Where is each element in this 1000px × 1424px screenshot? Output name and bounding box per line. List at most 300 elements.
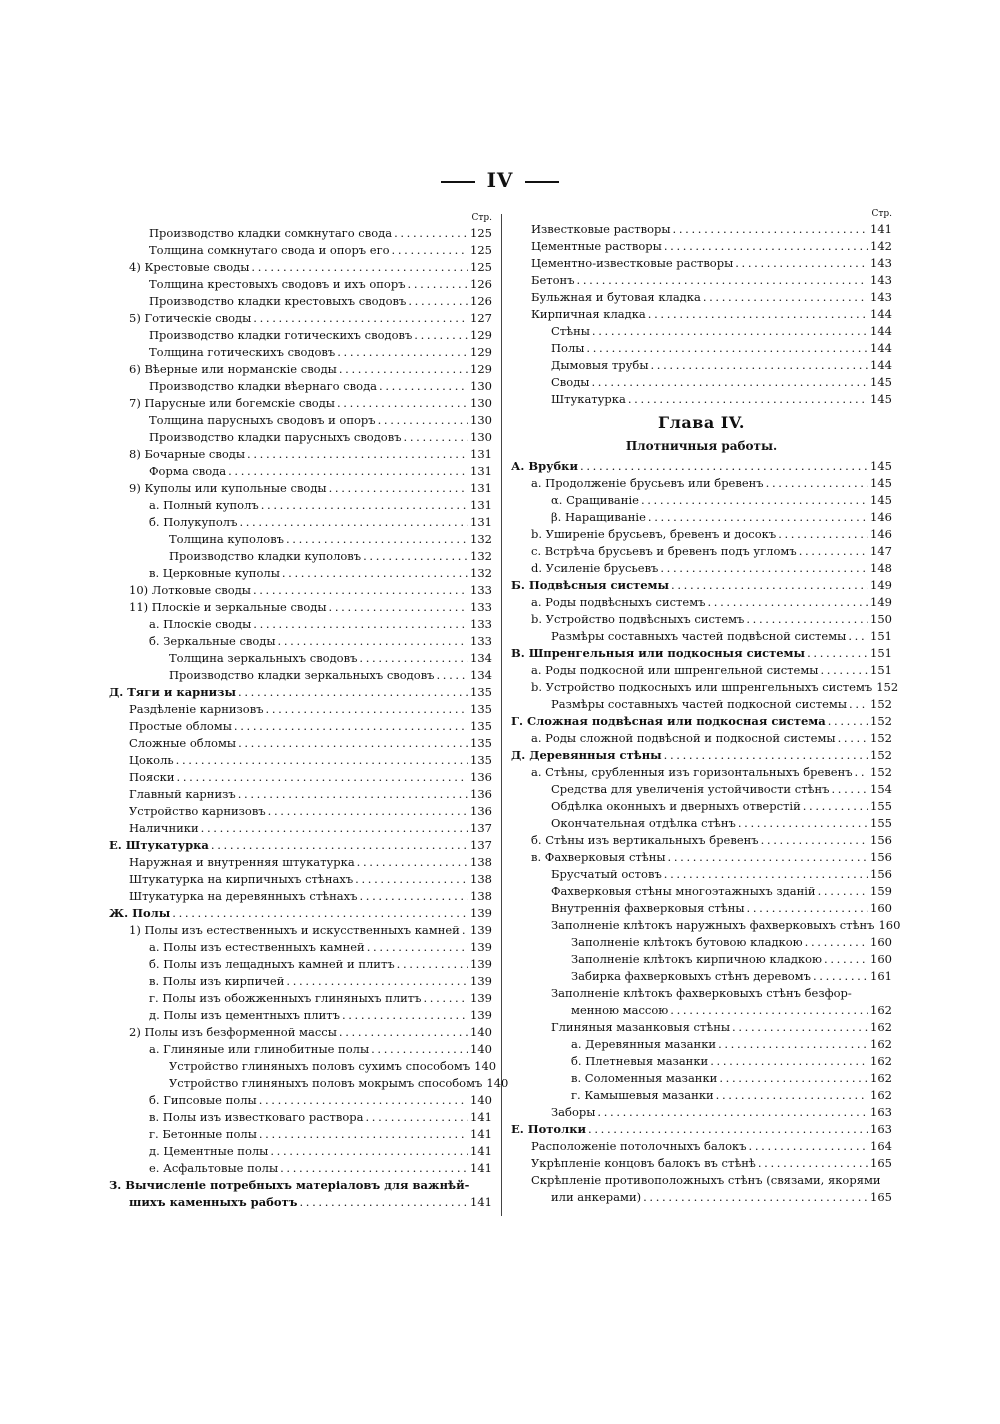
toc-entry-page: 149 [870, 595, 892, 609]
chapter-title: Глава IV. [658, 413, 745, 432]
toc-entry[interactable] [511, 934, 892, 951]
toc-entry-label: а. Полы изъ естественныхъ камней [149, 940, 365, 954]
toc-entry[interactable] [109, 769, 492, 786]
toc-entry[interactable] [109, 378, 492, 395]
toc-entry-label: 1) Полы изъ естественныхъ и искусственныхъ камней [129, 923, 460, 937]
toc-entry-label: Толщина куполовъ [169, 532, 284, 546]
toc-entry-page: 129 [470, 328, 492, 342]
toc-entry-page: 163 [870, 1105, 892, 1119]
leader-dots [337, 395, 468, 412]
leader-dots [339, 361, 468, 378]
leader-dots [228, 463, 468, 480]
toc-entry[interactable] [109, 1092, 492, 1109]
toc-entry[interactable] [109, 786, 492, 803]
toc-entry-page: 165 [870, 1156, 892, 1170]
toc-entry-label: Укрѣпленіе концовъ балокъ въ стѣнѣ [531, 1156, 756, 1170]
toc-entry-label: Цементно-известковые растворы [531, 256, 734, 270]
toc-entry-label: Окончательная отдѣлка стѣнъ [551, 816, 736, 830]
toc-entry-label: Стѣны [551, 324, 590, 338]
leader-dots [329, 480, 468, 497]
toc-entry[interactable] [109, 327, 492, 344]
toc-entry-page: 141 [470, 1110, 492, 1124]
toc-entry-page: 159 [870, 884, 892, 898]
toc-entry-label: 5) Готическіе своды [129, 311, 252, 325]
leader-dots [408, 276, 469, 293]
toc-entry-label: d. Усиленіе брусьевъ [531, 561, 659, 575]
toc-entry[interactable] [109, 633, 492, 650]
toc-entry[interactable] [109, 1075, 509, 1092]
toc-entry-label: А. Врубки [511, 459, 579, 473]
toc-entry-label: Наличники [129, 821, 199, 835]
toc-entry[interactable] [109, 973, 492, 990]
toc-entry[interactable] [511, 577, 892, 594]
toc-entry[interactable] [511, 849, 892, 866]
leader-dots [813, 968, 868, 985]
toc-entry-page: 125 [470, 260, 492, 274]
toc-entry[interactable] [511, 747, 892, 764]
toc-entry[interactable] [109, 905, 492, 922]
leader-dots [673, 221, 869, 238]
toc-entry[interactable] [109, 514, 492, 531]
toc-entry-page: 136 [470, 804, 492, 818]
toc-entry-label: Устройство глиняныхъ половъ мокрымъ способомъ [169, 1076, 483, 1090]
leader-dots [234, 718, 468, 735]
toc-entry[interactable] [511, 696, 892, 713]
toc-entry-label: Толщина крестовыхъ сводовъ и ихъ опоръ [149, 277, 406, 291]
toc-entry-label: Заполненіе клѣтокъ фахверковыхъ стѣнъ безфор- [551, 986, 852, 1000]
toc-entry-label: шихъ каменныхъ работъ [129, 1195, 298, 1209]
toc-entry-page: 136 [470, 770, 492, 784]
toc-entry-page: 156 [870, 833, 892, 847]
leader-dots [436, 667, 468, 684]
toc-entry-page: 138 [470, 855, 492, 869]
toc-entry[interactable] [511, 883, 892, 900]
toc-entry-final-cont[interactable] [109, 1194, 492, 1211]
toc-entry-page: 139 [470, 906, 492, 920]
leader-dots [424, 990, 469, 1007]
toc-entry[interactable] [511, 1053, 892, 1070]
toc-entry[interactable] [109, 225, 492, 242]
toc-entry-page: 152 [870, 748, 892, 762]
toc-entry[interactable] [511, 679, 899, 696]
toc-entry-last-cont[interactable] [511, 1189, 892, 1206]
toc-entry-label: Средства для увеличенія устойчивости стѣнъ [551, 782, 830, 796]
toc-entry-label: a. Роды сложной подвѣсной и подкосной системы [531, 731, 836, 745]
toc-entry-page: 143 [870, 273, 892, 287]
toc-entry[interactable] [511, 255, 892, 272]
toc-entry[interactable] [109, 871, 492, 888]
toc-entry[interactable] [511, 662, 892, 679]
leader-dots [660, 560, 868, 577]
header-rule-left [441, 181, 475, 183]
toc-entry[interactable] [109, 854, 492, 871]
toc-entry[interactable] [511, 764, 892, 781]
toc-entry[interactable] [109, 684, 492, 701]
leader-dots [282, 565, 468, 582]
toc-entry[interactable] [511, 391, 892, 408]
toc-entry-label: В. Шпренгельныя или подкосныя системы [511, 646, 806, 660]
leader-dots [342, 1007, 468, 1024]
toc-entry-page: 161 [870, 969, 892, 983]
toc-entry[interactable] [109, 361, 492, 378]
toc-entry[interactable] [511, 1036, 892, 1053]
toc-entry[interactable] [109, 888, 492, 905]
toc-entry-label: а. Продолженіе брусьевъ или бревенъ [531, 476, 764, 490]
toc-entry[interactable] [109, 463, 492, 480]
leader-dots [805, 934, 868, 951]
toc-entry-page: 164 [870, 1139, 892, 1153]
toc-entry[interactable] [109, 276, 492, 293]
toc-entry-label: б. Стѣны изъ вертикальныхъ бревенъ [531, 833, 759, 847]
leader-dots [414, 327, 468, 344]
toc-entry-page: 150 [870, 612, 892, 626]
toc-entry-label: Д. Тяги и карнизы [109, 685, 237, 699]
toc-entry-two-line-cont[interactable] [511, 1002, 892, 1019]
leader-dots [588, 1121, 868, 1138]
toc-entry[interactable] [109, 599, 492, 616]
toc-entry-page: 160 [870, 901, 892, 915]
toc-entry[interactable] [511, 1019, 892, 1036]
toc-entry[interactable] [109, 395, 492, 412]
leader-dots [597, 1104, 868, 1121]
leader-dots [668, 849, 869, 866]
leader-dots [259, 1126, 468, 1143]
toc-entry[interactable] [109, 701, 492, 718]
toc-entry[interactable] [511, 543, 892, 560]
toc-entry-label: в. Фахверковыя стѣны [531, 850, 666, 864]
toc-entry[interactable] [511, 560, 892, 577]
toc-entry[interactable] [511, 866, 892, 883]
toc-entry-label: Толщина сомкнутаго свода и опоръ его [149, 243, 390, 257]
toc-entry-page: 151 [870, 663, 892, 677]
leader-dots [280, 1160, 468, 1177]
toc-entry-label: Д. Деревянныя стѣны [511, 748, 662, 762]
toc-entry[interactable] [109, 531, 492, 548]
toc-entry[interactable] [511, 289, 892, 306]
toc-entry-label: г. Полы изъ обожженныхъ глиняныхъ плитъ [149, 991, 422, 1005]
toc-entry[interactable] [109, 616, 492, 633]
toc-entry-page: 139 [470, 923, 492, 937]
toc-entry-label: Размѣры составныхъ частей подвѣсной системы [551, 629, 847, 643]
toc-entry[interactable] [109, 497, 492, 514]
toc-entry-page: 162 [870, 1088, 892, 1102]
leader-dots [718, 1036, 868, 1053]
leader-dots [746, 611, 868, 628]
leader-dots [828, 713, 868, 730]
toc-entry[interactable] [109, 548, 492, 565]
toc-entry[interactable] [109, 293, 492, 310]
toc-entry-label: Обдѣлка оконныхъ и дверныхъ отверстій [551, 799, 801, 813]
toc-entry-page: 145 [870, 493, 892, 507]
toc-entry-label: Дымовыя трубы [551, 358, 649, 372]
toc-entry[interactable] [109, 565, 492, 582]
toc-entry[interactable] [511, 1104, 892, 1121]
toc-entry-page: 145 [870, 459, 892, 473]
toc-entry[interactable] [511, 1138, 892, 1155]
toc-entry-page: 162 [870, 1037, 892, 1051]
toc-entry-final[interactable] [109, 1177, 492, 1194]
toc-entry-label: а. Полный куполъ [149, 498, 259, 512]
leader-dots [708, 594, 869, 611]
toc-entry-label: З. Вычисленіе потребныхъ матеріаловъ для важнѣй- [109, 1178, 470, 1192]
toc-entry[interactable] [109, 803, 492, 820]
toc-entry-page: 156 [870, 850, 892, 864]
toc-entry[interactable] [511, 374, 892, 391]
toc-entry-page: 139 [470, 1008, 492, 1022]
toc-entry[interactable] [511, 968, 892, 985]
toc-entry-page: 126 [470, 277, 492, 291]
leader-dots [238, 786, 468, 803]
toc-entry-page: 162 [870, 1054, 892, 1068]
toc-entry-page: 152 [876, 680, 899, 694]
toc-entry[interactable] [511, 628, 892, 645]
toc-entry-two-line[interactable] [511, 985, 892, 1002]
toc-entry-label: д. Цементные полы [149, 1144, 269, 1158]
leader-dots [778, 526, 868, 543]
toc-entry[interactable] [511, 509, 892, 526]
toc-entry-page: 140 [470, 1025, 492, 1039]
toc-entry[interactable] [109, 310, 492, 327]
toc-entry-label: Производство кладки зеркальныхъ сводовъ [169, 668, 435, 682]
toc-entry-page: 125 [470, 226, 492, 240]
toc-entry[interactable] [109, 1058, 497, 1075]
toc-entry-page: 135 [470, 685, 492, 699]
toc-entry-label: Е. Потолки [511, 1122, 587, 1136]
toc-entry[interactable] [511, 272, 892, 289]
toc-entry[interactable] [511, 832, 892, 849]
toc-entry[interactable] [511, 492, 892, 509]
toc-entry[interactable] [109, 1007, 492, 1024]
toc-entry-page: 152 [870, 714, 892, 728]
toc-entry[interactable] [511, 458, 892, 475]
toc-entry[interactable] [511, 475, 892, 492]
toc-entry[interactable] [511, 306, 892, 323]
toc-entry-label: в. Церковные куполы [149, 566, 280, 580]
toc-entry-label: 10) Лотковые своды [129, 583, 251, 597]
leader-dots [586, 340, 868, 357]
toc-entry-label: Расположеніе потолочныхъ балокъ [531, 1139, 747, 1153]
toc-entry[interactable] [511, 1155, 892, 1172]
page-header [0, 168, 1000, 192]
toc-entry-label: Раздѣленіе карнизовъ [129, 702, 264, 716]
toc-entry-label: Штукатурка на кирпичныхъ стѣнахъ [129, 872, 354, 886]
toc-entry[interactable] [109, 820, 492, 837]
toc-entry[interactable] [109, 480, 492, 497]
toc-entry-page: 131 [470, 498, 492, 512]
toc-entry-label: Размѣры составныхъ частей подкосной системы [551, 697, 848, 711]
leader-dots [363, 548, 468, 565]
toc-entry-page: 144 [870, 324, 892, 338]
leader-dots [253, 616, 468, 633]
toc-entry[interactable] [109, 990, 492, 1007]
leader-dots [671, 577, 868, 594]
toc-entry-page: 156 [870, 867, 892, 881]
toc-entry-page: 130 [470, 396, 492, 410]
toc-entry-label: Производство кладки парусныхъ сводовъ [149, 430, 402, 444]
leader-dots [172, 905, 468, 922]
toc-entry[interactable] [109, 582, 492, 599]
leader-dots [286, 531, 468, 548]
toc-entry-page: 133 [470, 600, 492, 614]
toc-entry-page: 135 [470, 719, 492, 733]
toc-entry[interactable] [511, 917, 901, 934]
leader-dots [732, 1019, 868, 1036]
toc-entry-label: b. Устройство подвѣсныхъ системъ [531, 612, 745, 626]
toc-entry-page: 136 [470, 787, 492, 801]
leader-dots [738, 815, 868, 832]
toc-entry[interactable] [511, 1121, 892, 1138]
toc-entry-label: 9) Куполы или купольные своды [129, 481, 327, 495]
leader-dots [211, 837, 468, 854]
toc-entry-label: 2) Полы изъ безформенной массы [129, 1025, 337, 1039]
toc-entry-page: 131 [470, 515, 492, 529]
toc-entry-page: 129 [470, 362, 492, 376]
chapter-subtitle: Плотничныя работы. [625, 439, 778, 453]
toc-entry-page: 146 [870, 510, 892, 524]
toc-entry-label: b. Устройство подкосныхъ или шпренгельныхъ системъ [531, 680, 873, 694]
leader-dots [253, 310, 468, 327]
toc-entry-page: 151 [870, 646, 892, 660]
leader-dots [462, 922, 468, 939]
leader-dots [337, 344, 468, 361]
toc-entry[interactable] [109, 1024, 492, 1041]
toc-entry[interactable] [109, 922, 492, 939]
toc-entry[interactable] [511, 798, 892, 815]
toc-entry-page: 162 [870, 1071, 892, 1085]
toc-entry[interactable] [109, 446, 492, 463]
toc-entry-page: 133 [470, 617, 492, 631]
toc-entry[interactable] [511, 781, 892, 798]
toc-entry[interactable] [109, 956, 492, 973]
toc-entry[interactable] [511, 526, 892, 543]
leader-dots [266, 701, 469, 718]
toc-entry[interactable] [109, 1143, 492, 1160]
toc-entry[interactable] [109, 939, 492, 956]
toc-entry[interactable] [511, 323, 892, 340]
toc-entry-page: 139 [470, 991, 492, 1005]
toc-entry[interactable] [109, 1109, 492, 1126]
toc-entry[interactable] [109, 1041, 492, 1058]
toc-entry[interactable] [109, 259, 492, 276]
toc-entry[interactable] [511, 900, 892, 917]
toc-entry[interactable] [109, 837, 492, 854]
page-number: IV [486, 168, 514, 192]
toc-entry-page: 152 [870, 731, 892, 745]
toc-entry[interactable] [511, 713, 892, 730]
toc-entry-label: б. Плетневыя мазанки [571, 1054, 709, 1068]
toc-entry[interactable] [511, 221, 892, 238]
toc-entry-page: 149 [870, 578, 892, 592]
toc-entry-label: Г. Сложная подвѣсная или подкосная система [511, 714, 826, 728]
toc-entry[interactable] [511, 951, 892, 968]
toc-entry-label: Устройство глиняныхъ половъ сухимъ способомъ [169, 1059, 471, 1073]
toc-entry[interactable] [109, 429, 492, 446]
toc-entry[interactable] [511, 645, 892, 662]
toc-entry-label: Штукатурка [551, 392, 626, 406]
leader-dots [404, 429, 469, 446]
toc-entry-page: 131 [470, 447, 492, 461]
leader-dots [838, 730, 868, 747]
leader-dots [299, 1194, 468, 1211]
leader-dots [253, 582, 468, 599]
toc-entry-page: 142 [870, 239, 892, 253]
leader-dots [628, 391, 868, 408]
toc-entry-last[interactable] [511, 1172, 892, 1189]
toc-entry[interactable] [511, 238, 892, 255]
toc-entry-label: в. Соломенныя мазанки [571, 1071, 718, 1085]
toc-entry[interactable] [511, 357, 892, 374]
toc-entry-label: Своды [551, 375, 590, 389]
leader-dots [577, 272, 869, 289]
leader-dots [799, 543, 868, 560]
toc-entry-label: в. Полы изъ известковаго раствора [149, 1110, 364, 1124]
leader-dots [818, 883, 868, 900]
toc-entry-page: 137 [470, 838, 492, 852]
toc-entry[interactable] [109, 344, 492, 361]
toc-entry-label: α. Сращиваніе [551, 493, 639, 507]
toc-entry[interactable] [109, 752, 492, 769]
leader-dots [177, 769, 469, 786]
toc-entry-label: Заборы [551, 1105, 596, 1119]
toc-entry-label: Бульжная и бутовая кладка [531, 290, 701, 304]
toc-entry-label: б. Гипсовые полы [149, 1093, 257, 1107]
toc-entry[interactable] [511, 340, 892, 357]
toc-entry[interactable] [109, 242, 492, 259]
toc-entry[interactable] [109, 667, 492, 684]
toc-entry-label: Штукатурка на деревянныхъ стѣнахъ [129, 889, 358, 903]
toc-entry[interactable] [109, 735, 492, 752]
toc-entry-page: 145 [870, 375, 892, 389]
toc-entry-page: 139 [470, 957, 492, 971]
toc-entry-label: б. Зеркальные своды [149, 634, 276, 648]
leader-dots [286, 973, 468, 990]
toc-entry-page: 133 [470, 634, 492, 648]
toc-entry-label: Заполненіе клѣтокъ наружныхъ фахверковыхъ стѣнъ [551, 918, 875, 932]
leader-dots [176, 752, 468, 769]
toc-entry-page: 141 [470, 1161, 492, 1175]
toc-entry[interactable] [109, 1126, 492, 1143]
toc-entry[interactable] [511, 815, 892, 832]
toc-entry[interactable] [511, 1070, 892, 1087]
toc-entry-label: Цоколь [129, 753, 174, 767]
toc-entry-page: 145 [870, 476, 892, 490]
toc-entry-label: Известковые растворы [531, 222, 671, 236]
toc-entry[interactable] [109, 412, 492, 429]
page-column-label: Стр. [871, 209, 892, 219]
toc-left-column [109, 212, 509, 1211]
leader-dots [664, 747, 868, 764]
toc-entry-label: Толщина готическихъ сводовъ [149, 345, 336, 359]
toc-entry[interactable] [109, 1160, 492, 1177]
toc-entry[interactable] [511, 611, 892, 628]
leader-dots [357, 854, 468, 871]
toc-entry[interactable] [109, 718, 492, 735]
leader-dots [719, 1070, 868, 1087]
toc-entry-label: б. Полукуполъ [149, 515, 238, 529]
toc-entry-page: 143 [870, 256, 892, 270]
toc-entry[interactable] [511, 1087, 892, 1104]
leader-dots [670, 1002, 868, 1019]
toc-entry-page: 134 [470, 651, 492, 665]
toc-entry-page: 135 [470, 702, 492, 716]
toc-entry-label: в. Полы изъ кирпичей [149, 974, 285, 988]
toc-entry[interactable] [109, 650, 492, 667]
leader-dots [758, 1155, 868, 1172]
toc-entry[interactable] [511, 730, 892, 747]
toc-entry-page: 139 [470, 940, 492, 954]
toc-entry-page: 163 [870, 1122, 892, 1136]
toc-entry[interactable] [511, 594, 892, 611]
